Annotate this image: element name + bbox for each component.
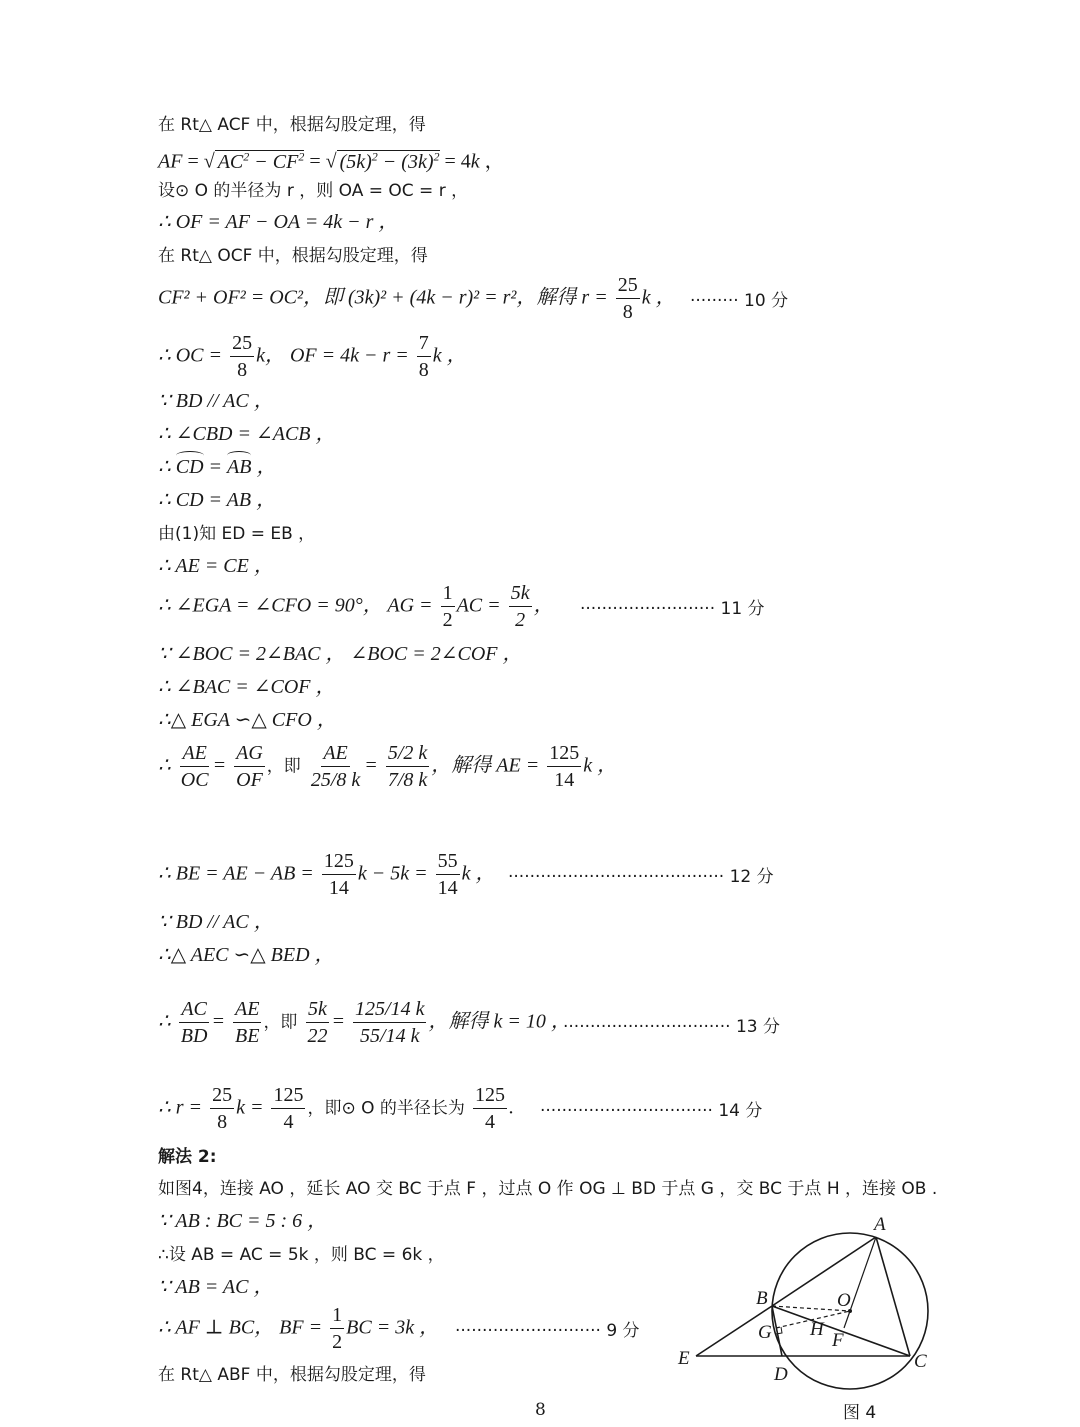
fraction-125-4: $\frac{125}{4}$: [273, 1084, 304, 1133]
fraction-125-4-b: $\frac{125}{4}$: [474, 1084, 505, 1133]
line-of: ∴ OF = AF − OA = 4k − r ，: [158, 211, 399, 233]
line-radius-r: 设⊙ O 的半径为 r ，则 OA = OC = r ，: [158, 181, 469, 201]
fraction-25-8-b: $\frac{25}{8}$: [232, 332, 253, 381]
segment-ao: [850, 1237, 876, 1311]
label-e: E: [678, 1348, 690, 1369]
fraction-7-8: $\frac{7}{8}$: [418, 332, 429, 381]
line-egа-cfo: ∴ ∠EGA = ∠CFO = 90°， AG = $\frac{1}{2}$ AC = $\frac{5k}{2}$ ，: [158, 582, 554, 631]
fraction-5-2k-over-7-8k: $\frac{5/2 k}{7/8 k}$: [387, 742, 428, 791]
line-similar-egа-cfo: ∴△ EGA ∽△ CFO ，: [158, 709, 337, 731]
line-af-formula: AF = √ $AC^2 - CF^2$ = √ $(5k)^2 - (3k)^2 = 4k$ ，: [158, 149, 505, 173]
line-boc-bac: ∵ ∠BOC = 2∠BAC ， ∠BOC = 2∠COF ，: [158, 643, 523, 665]
fraction-55-14: $\frac{55}{14}$: [437, 850, 458, 899]
geometry-figure-4: [670, 1210, 960, 1400]
line-ac-bd-ratio: ∴ $\frac{AC}{BD}$ = $\frac{AE}{BE}$ ，即 $\frac{5k}{22}$ = $\frac{125/14 k}{55/14 k}$ ，解得 k = 10 ，: [158, 998, 571, 1047]
fraction-125-14k-over-55-14k: $\frac{125/14 k}{55/14 k}$: [355, 998, 425, 1047]
label-a: A: [874, 1214, 886, 1235]
fraction-25-8: $\frac{25}{8}$: [617, 274, 638, 323]
label-d: D: [774, 1364, 788, 1385]
section-heading-method-2: 解法 2:: [158, 1147, 217, 1167]
score-11: ························· 11 分: [580, 599, 765, 619]
line-bd-parallel-ac: ∵ BD // AC ，: [158, 390, 274, 412]
line-be: ∴ BE = AE − AB = $\frac{125}{14}$ k − 5k = $\frac{55}{14}$ k ，: [158, 850, 496, 899]
line-set-ab-ac: ∴设 AB = AC = 5k ，则 BC = 6k ，: [158, 1245, 445, 1265]
score-12: ········································ 12 分: [508, 867, 774, 887]
line-r-result: ∴ r = $\frac{25}{8}$ k = $\frac{125}{4}$ ，即⊙ O 的半径长为 $\frac{125}{4}$ .: [158, 1084, 514, 1133]
fraction-ae-oc: $\frac{AE}{OC}$: [180, 742, 209, 791]
line-similar-aec-bed: ∴△ AEC ∽△ BED ，: [158, 944, 335, 966]
line-ae-ratio: ∴ $\frac{AE}{OC}$ = $\frac{AG}{OF}$ ，即 $\frac{AE}{25/8 k}$ = $\frac{5/2 k}{7/8 k}$ ，解得 AE = $\frac{125}{14}$ k ，: [158, 742, 618, 791]
label-b: B: [756, 1288, 768, 1309]
line-angle-cbd: ∴ ∠CBD = ∠ACB ，: [158, 423, 336, 445]
score-9: ··························· 9 分: [455, 1321, 640, 1341]
line-arc-cd-ab: ∴ CD = AB ，: [158, 456, 277, 478]
fraction-ac-bd: $\frac{AC}{BD}$: [180, 998, 208, 1047]
label-c: C: [914, 1351, 927, 1372]
segment-of: [844, 1311, 850, 1328]
fraction-ae-over-25-8k: $\frac{AE}{25/8 k}$: [310, 742, 361, 791]
score-13: ······························· 13 分: [563, 1017, 780, 1037]
score-14: ································ 14 分: [540, 1101, 763, 1121]
line-bd-parallel-ac-2: ∵ BD // AC ，: [158, 911, 274, 933]
page-number: 8: [535, 1400, 546, 1420]
fraction-25-8-c: $\frac{25}{8}$: [212, 1084, 233, 1133]
line-rt-acf: 在 Rt△ ACF 中，根据勾股定理，得: [158, 115, 426, 135]
label-f: F: [832, 1330, 844, 1351]
fraction-5k-2: $\frac{5k}{2}$: [510, 582, 530, 631]
score-10: ········· 10 分: [690, 291, 789, 311]
figure-caption: 图 4: [843, 1403, 877, 1423]
line-af-perp-bc: ∴ AF ⊥ BC， BF = $\frac{1}{2}$ BC = 3k ，: [158, 1304, 440, 1353]
line-cf-of-oc: CF² + OF² = OC²，即 (3k)² + (4k − r)² = r²，解得 r = $\frac{25}{8}$ k ，: [158, 274, 676, 323]
fraction-5k-22: $\frac{5k}{22}$: [307, 998, 328, 1047]
label-o: O: [837, 1290, 851, 1311]
fraction-ae-be: $\frac{AE}{BE}$: [235, 998, 260, 1047]
line-ed-eb: 由(1)知 ED = EB ，: [158, 524, 316, 544]
line-oc-of: ∴ OC = $\frac{25}{8}$ k， OF = 4k − r = $\frac{7}{8}$ k ，: [158, 332, 467, 381]
line-ae-ce: ∴ AE = CE ，: [158, 555, 274, 577]
line-rt-abf: 在 Rt△ ABF 中，根据勾股定理，得: [158, 1365, 426, 1385]
line-cd-ab: ∴ CD = AB ，: [158, 489, 277, 511]
line-method2-intro: 如图4，连接 AO ，延长 AO 交 BC 于点 F ，过点 O 作 OG ⊥ BD 于点 G ，交 BC 于点 H ，连接 OB .: [158, 1179, 938, 1199]
segment-bd: [772, 1306, 782, 1356]
fraction-125-14: $\frac{125}{14}$: [549, 742, 580, 791]
line-ab-eq-ac: ∵ AB = AC ，: [158, 1276, 274, 1298]
segment-ab: [772, 1237, 876, 1306]
line-ab-bc-ratio: ∵ AB : BC = 5 : 6 ，: [158, 1210, 328, 1232]
fraction-ag-of: $\frac{AG}{OF}$: [236, 742, 263, 791]
line-bac-cof: ∴ ∠BAC = ∠COF ，: [158, 676, 336, 698]
label-g: G: [758, 1322, 772, 1343]
fraction-1-2-b: $\frac{1}{2}$: [332, 1304, 343, 1353]
fraction-1-2: $\frac{1}{2}$: [442, 582, 453, 631]
fraction-125-14-b: $\frac{125}{14}$: [323, 850, 354, 899]
line-rt-ocf: 在 Rt△ OCF 中，根据勾股定理，得: [158, 246, 428, 266]
label-h: H: [810, 1319, 824, 1340]
